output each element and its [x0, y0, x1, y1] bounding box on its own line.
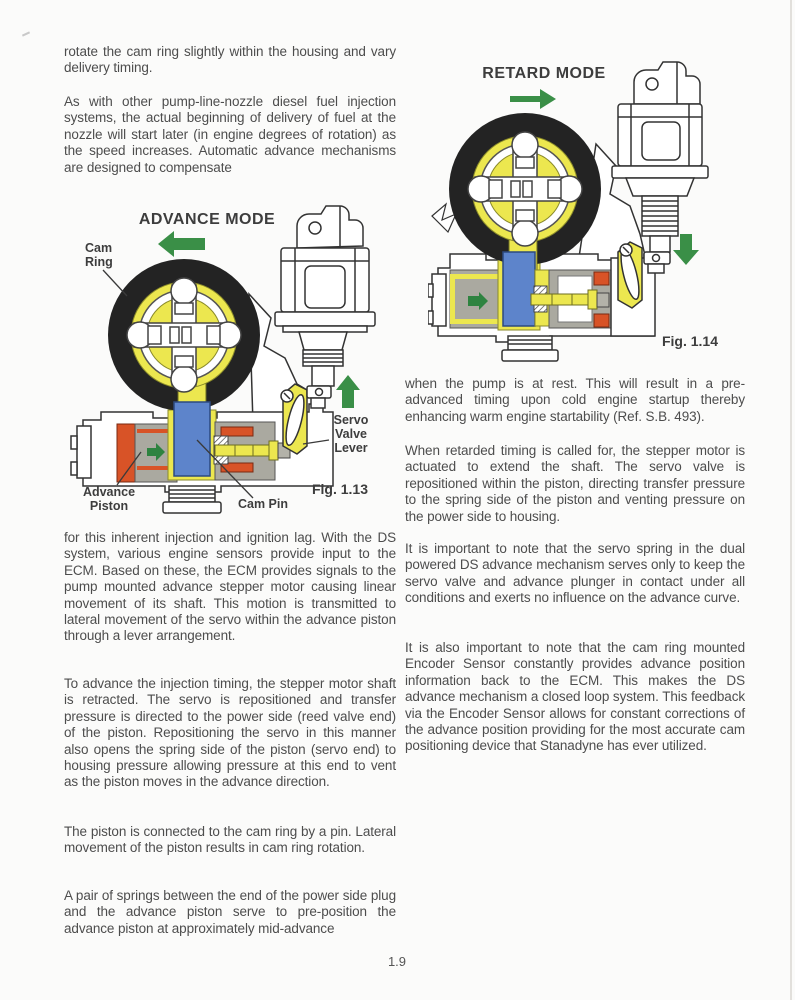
paragraph-encoder-sensor: It is also important to note that the cam ring mounted Encoder Sensor constantly provides advance position information back to the ECM. This makes the DS advance mechanism a closed loop system. This feedback via the Encoder Sensor allows for constant corrections of the advance position providing for the most accurate cam positioning device that Stanadyne has ever utilized.	[405, 640, 745, 754]
advance-piston-label: Advance	[82, 485, 136, 499]
paragraph-pump-line-nozzle: As with other pump-line-nozzle diesel fuel injection systems, the actual beginning of delivery of fuel at the nozzle will start later (in engine degrees of rotation) as the speed increases. Automatic advance mechanisms are designed to compensate	[64, 94, 396, 175]
servo-valve-section	[531, 270, 611, 328]
paragraph-pump-at-rest: when the pump is at rest. This will result in a pre-advanced timing upon cold engine startup thereby enhancing warm engine startability (Ref. S.B. 493).	[405, 376, 745, 424]
page-edge-line	[790, 0, 792, 1000]
advance-piston-label: Piston	[89, 499, 129, 513]
cam-pin-block	[503, 252, 535, 326]
cam-ring-leader-line	[103, 270, 127, 296]
paragraph-piston-pin: The piston is connected to the cam ring by a pin. Lateral movement of the piston results in cam ring rotation.	[64, 824, 396, 856]
page-number: 1.9	[387, 954, 407, 969]
paragraph-advance-timing: To advance the injection timing, the stepper motor shaft is retracted. The servo is repositioned and transfer pressure is directed to the power side (reed valve end) of the piston. Repositioning the servo in this manner also opens the spring side of the piston (servo end) to housing pressure allowing pressure at this end to vent as the piston moves in the advance direction.	[64, 676, 396, 790]
servo-valve-lever-label: Servo	[333, 413, 369, 427]
cam-pin-label: Cam Pin	[237, 497, 289, 511]
figure-title: RETARD MODE	[482, 65, 606, 82]
cam-rotation-arrow-right-icon	[510, 89, 556, 109]
paragraph-retarded-timing: When retarded timing is called for, the stepper motor is actuated to extend the shaft. The servo valve is repositioned within the piston, directing transfer pressure to the spring side of the piston and venting pressure on the power side to housing.	[405, 443, 745, 524]
paragraph-inherent-lag: for this inherent injection and ignition lag. With the DS system, various engine sensors provide input to the ECM. Based on these, the ECM provides signals to the pump mounted advance stepper motor causing linear movement of its shaft. This motion is transmitted to lateral movement of the servo within the advance piston through a lever arrangement.	[64, 530, 396, 644]
shaft-extend-arrow-down-icon	[673, 234, 699, 265]
figure-advance-mode	[57, 198, 397, 530]
servo-valve-lever-label: Lever	[334, 441, 368, 455]
scan-artifact	[22, 31, 30, 36]
figure-caption: Fig. 1.13	[311, 481, 369, 497]
servo-valve-lever-label: Valve	[335, 427, 367, 441]
cam-ring-label: Cam	[85, 241, 113, 255]
cam-pin-block	[174, 402, 210, 476]
paragraph-pair-of-springs: A pair of springs between the end of the power side plug and the advance piston serve to pre-position the advance piston at approximately mid-advance	[64, 888, 396, 936]
figure-caption: Fig. 1.14	[661, 333, 719, 349]
figure-title: ADVANCE MODE	[138, 211, 276, 228]
paragraph-servo-spring-note: It is important to note that the servo spring in the dual powered DS advance mechanism serves only to keep the servo valve and advance plunger in contact under all conditions and exerts no influence on the advance curve.	[405, 541, 745, 606]
cam-ring-label: Ring	[85, 255, 113, 269]
figure-retard-mode	[428, 48, 778, 378]
paragraph-rotate-cam-ring: rotate the cam ring slightly within the housing and vary delivery timing.	[64, 44, 396, 76]
cam-rotation-arrow-left-icon	[158, 231, 205, 257]
shaft-retract-arrow-up-icon	[336, 375, 360, 408]
